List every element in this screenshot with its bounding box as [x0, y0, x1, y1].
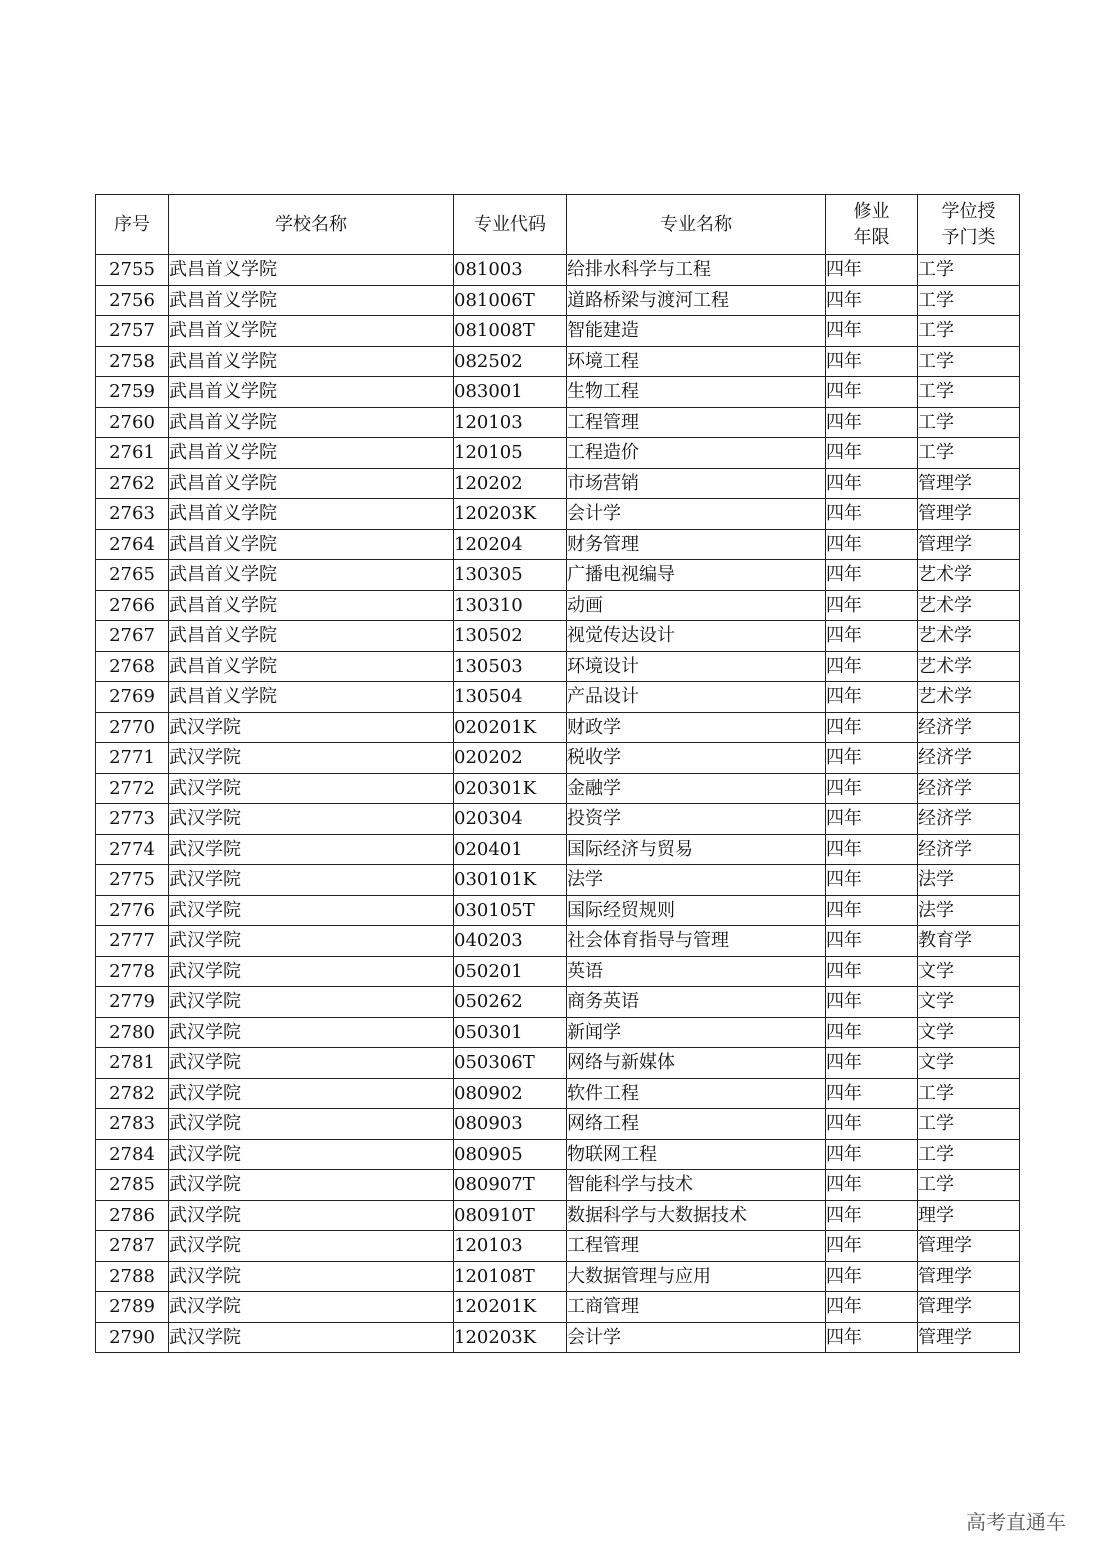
cell-school: 武昌首义学院 [169, 377, 454, 408]
cell-code: 081006T [454, 285, 567, 316]
cell-category: 管理学 [918, 529, 1020, 560]
cell-category: 工学 [918, 1078, 1020, 1109]
cell-no: 2787 [96, 1231, 169, 1262]
cell-no: 2773 [96, 804, 169, 835]
cell-years: 四年 [826, 499, 918, 530]
cell-school: 武昌首义学院 [169, 468, 454, 499]
cell-category: 法学 [918, 895, 1020, 926]
header-school: 学校名称 [169, 195, 454, 255]
cell-school: 武昌首义学院 [169, 590, 454, 621]
cell-school: 武昌首义学院 [169, 438, 454, 469]
cell-category: 工学 [918, 377, 1020, 408]
cell-code: 050262 [454, 987, 567, 1018]
cell-category: 管理学 [918, 468, 1020, 499]
cell-no: 2767 [96, 621, 169, 652]
cell-years: 四年 [826, 316, 918, 347]
table-row [96, 895, 1020, 926]
cell-no: 2768 [96, 651, 169, 682]
cell-school: 武汉学院 [169, 1322, 454, 1353]
cell-code: 030101K [454, 865, 567, 896]
cell-code: 130310 [454, 590, 567, 621]
cell-major: 新闻学 [567, 1017, 826, 1048]
cell-category: 工学 [918, 346, 1020, 377]
table-row [96, 1109, 1020, 1140]
cell-no: 2760 [96, 407, 169, 438]
header-years-line2: 年限 [853, 226, 890, 248]
cell-years: 四年 [826, 438, 918, 469]
cell-code: 040203 [454, 926, 567, 957]
header-code: 专业代码 [454, 195, 567, 255]
cell-category: 工学 [918, 255, 1020, 286]
cell-years: 四年 [826, 1292, 918, 1323]
header-major: 专业名称 [567, 195, 826, 255]
cell-code: 030105T [454, 895, 567, 926]
cell-no: 2775 [96, 865, 169, 896]
cell-no: 2785 [96, 1170, 169, 1201]
cell-years: 四年 [826, 956, 918, 987]
table-row [96, 865, 1020, 896]
cell-school: 武昌首义学院 [169, 316, 454, 347]
cell-years: 四年 [826, 1139, 918, 1170]
cell-years: 四年 [826, 1200, 918, 1231]
cell-school: 武汉学院 [169, 926, 454, 957]
cell-no: 2761 [96, 438, 169, 469]
majors-table [95, 194, 1020, 1353]
cell-code: 080905 [454, 1139, 567, 1170]
table-row [96, 621, 1020, 652]
cell-major: 软件工程 [567, 1078, 826, 1109]
cell-years: 四年 [826, 834, 918, 865]
cell-school: 武汉学院 [169, 1017, 454, 1048]
cell-no: 2770 [96, 712, 169, 743]
cell-major: 会计学 [567, 499, 826, 530]
cell-major: 大数据管理与应用 [567, 1261, 826, 1292]
cell-code: 080903 [454, 1109, 567, 1140]
table-row [96, 1292, 1020, 1323]
cell-major: 网络工程 [567, 1109, 826, 1140]
header-category [918, 195, 1020, 255]
cell-code: 120103 [454, 407, 567, 438]
cell-school: 武昌首义学院 [169, 285, 454, 316]
header-years [826, 195, 918, 255]
cell-code: 050306T [454, 1048, 567, 1079]
cell-code: 120103 [454, 1231, 567, 1262]
cell-major: 商务英语 [567, 987, 826, 1018]
cell-no: 2766 [96, 590, 169, 621]
cell-code: 120105 [454, 438, 567, 469]
cell-major: 给排水科学与工程 [567, 255, 826, 286]
table-row [96, 1048, 1020, 1079]
cell-no: 2772 [96, 773, 169, 804]
cell-major: 财政学 [567, 712, 826, 743]
cell-category: 文学 [918, 1017, 1020, 1048]
table-row [96, 346, 1020, 377]
header-years-line1: 修业 [853, 200, 890, 222]
table-row [96, 407, 1020, 438]
cell-years: 四年 [826, 895, 918, 926]
cell-no: 2783 [96, 1109, 169, 1140]
cell-code: 020301K [454, 773, 567, 804]
cell-code: 080910T [454, 1200, 567, 1231]
cell-years: 四年 [826, 1322, 918, 1353]
cell-category: 文学 [918, 1048, 1020, 1079]
cell-years: 四年 [826, 712, 918, 743]
cell-years: 四年 [826, 865, 918, 896]
cell-code: 120108T [454, 1261, 567, 1292]
cell-category: 工学 [918, 1170, 1020, 1201]
cell-code: 120204 [454, 529, 567, 560]
cell-school: 武汉学院 [169, 1292, 454, 1323]
cell-school: 武汉学院 [169, 1139, 454, 1170]
cell-school: 武汉学院 [169, 1048, 454, 1079]
cell-years: 四年 [826, 1231, 918, 1262]
cell-years: 四年 [826, 804, 918, 835]
cell-school: 武汉学院 [169, 834, 454, 865]
table-row [96, 1078, 1020, 1109]
cell-major: 工商管理 [567, 1292, 826, 1323]
cell-no: 2757 [96, 316, 169, 347]
cell-category: 经济学 [918, 743, 1020, 774]
cell-no: 2780 [96, 1017, 169, 1048]
cell-school: 武昌首义学院 [169, 651, 454, 682]
cell-code: 080902 [454, 1078, 567, 1109]
cell-school: 武汉学院 [169, 1109, 454, 1140]
cell-years: 四年 [826, 255, 918, 286]
cell-years: 四年 [826, 682, 918, 713]
table-row [96, 438, 1020, 469]
cell-major: 产品设计 [567, 682, 826, 713]
cell-school: 武昌首义学院 [169, 560, 454, 591]
cell-code: 081003 [454, 255, 567, 286]
cell-school: 武昌首义学院 [169, 255, 454, 286]
cell-no: 2774 [96, 834, 169, 865]
cell-no: 2776 [96, 895, 169, 926]
cell-school: 武昌首义学院 [169, 407, 454, 438]
cell-no: 2758 [96, 346, 169, 377]
cell-major: 智能科学与技术 [567, 1170, 826, 1201]
cell-no: 2759 [96, 377, 169, 408]
table-row [96, 499, 1020, 530]
cell-category: 经济学 [918, 712, 1020, 743]
cell-no: 2778 [96, 956, 169, 987]
cell-school: 武汉学院 [169, 773, 454, 804]
cell-code: 020201K [454, 712, 567, 743]
cell-code: 130503 [454, 651, 567, 682]
table-row [96, 529, 1020, 560]
cell-major: 道路桥梁与渡河工程 [567, 285, 826, 316]
table-row [96, 285, 1020, 316]
cell-category: 管理学 [918, 1231, 1020, 1262]
cell-major: 环境设计 [567, 651, 826, 682]
cell-years: 四年 [826, 621, 918, 652]
cell-no: 2764 [96, 529, 169, 560]
cell-category: 工学 [918, 1139, 1020, 1170]
cell-major: 广播电视编导 [567, 560, 826, 591]
header-row [96, 195, 1020, 255]
cell-code: 130502 [454, 621, 567, 652]
cell-no: 2790 [96, 1322, 169, 1353]
cell-category: 工学 [918, 316, 1020, 347]
cell-major: 市场营销 [567, 468, 826, 499]
cell-category: 艺术学 [918, 590, 1020, 621]
cell-no: 2756 [96, 285, 169, 316]
cell-school: 武汉学院 [169, 1261, 454, 1292]
cell-school: 武昌首义学院 [169, 346, 454, 377]
cell-no: 2781 [96, 1048, 169, 1079]
cell-years: 四年 [826, 285, 918, 316]
cell-school: 武汉学院 [169, 865, 454, 896]
cell-category: 工学 [918, 285, 1020, 316]
table-row [96, 1170, 1020, 1201]
cell-years: 四年 [826, 1109, 918, 1140]
table-row [96, 926, 1020, 957]
cell-major: 英语 [567, 956, 826, 987]
table-row [96, 651, 1020, 682]
cell-code: 120201K [454, 1292, 567, 1323]
table-row [96, 316, 1020, 347]
cell-code: 120202 [454, 468, 567, 499]
table-row [96, 834, 1020, 865]
table-row [96, 468, 1020, 499]
cell-major: 国际经济与贸易 [567, 834, 826, 865]
cell-code: 130504 [454, 682, 567, 713]
cell-code: 050201 [454, 956, 567, 987]
table-row [96, 743, 1020, 774]
cell-major: 会计学 [567, 1322, 826, 1353]
cell-years: 四年 [826, 1078, 918, 1109]
cell-school: 武汉学院 [169, 712, 454, 743]
cell-major: 财务管理 [567, 529, 826, 560]
table-row [96, 682, 1020, 713]
cell-category: 经济学 [918, 834, 1020, 865]
table-header [96, 195, 1020, 255]
cell-no: 2777 [96, 926, 169, 957]
cell-code: 130305 [454, 560, 567, 591]
cell-category: 管理学 [918, 1261, 1020, 1292]
cell-major: 生物工程 [567, 377, 826, 408]
cell-school: 武汉学院 [169, 743, 454, 774]
cell-category: 经济学 [918, 804, 1020, 835]
table-row [96, 804, 1020, 835]
cell-no: 2771 [96, 743, 169, 774]
table-row [96, 956, 1020, 987]
cell-category: 管理学 [918, 1292, 1020, 1323]
cell-no: 2765 [96, 560, 169, 591]
cell-category: 工学 [918, 407, 1020, 438]
cell-major: 工程造价 [567, 438, 826, 469]
cell-category: 经济学 [918, 773, 1020, 804]
cell-no: 2788 [96, 1261, 169, 1292]
cell-no: 2769 [96, 682, 169, 713]
cell-major: 物联网工程 [567, 1139, 826, 1170]
cell-years: 四年 [826, 987, 918, 1018]
cell-school: 武汉学院 [169, 804, 454, 835]
cell-category: 教育学 [918, 926, 1020, 957]
cell-years: 四年 [826, 743, 918, 774]
cell-years: 四年 [826, 1048, 918, 1079]
table-row [96, 255, 1020, 286]
table-row [96, 712, 1020, 743]
cell-major: 环境工程 [567, 346, 826, 377]
table-row [96, 1017, 1020, 1048]
table-row [96, 560, 1020, 591]
cell-school: 武汉学院 [169, 895, 454, 926]
cell-school: 武汉学院 [169, 1170, 454, 1201]
cell-major: 视觉传达设计 [567, 621, 826, 652]
cell-code: 020202 [454, 743, 567, 774]
cell-major: 智能建造 [567, 316, 826, 347]
cell-years: 四年 [826, 590, 918, 621]
cell-code: 081008T [454, 316, 567, 347]
cell-years: 四年 [826, 651, 918, 682]
cell-major: 数据科学与大数据技术 [567, 1200, 826, 1231]
cell-years: 四年 [826, 346, 918, 377]
cell-years: 四年 [826, 1170, 918, 1201]
cell-years: 四年 [826, 1017, 918, 1048]
cell-no: 2755 [96, 255, 169, 286]
cell-code: 120203K [454, 1322, 567, 1353]
cell-no: 2782 [96, 1078, 169, 1109]
cell-major: 投资学 [567, 804, 826, 835]
cell-code: 120203K [454, 499, 567, 530]
cell-category: 工学 [918, 438, 1020, 469]
cell-no: 2784 [96, 1139, 169, 1170]
table-row [96, 987, 1020, 1018]
cell-category: 管理学 [918, 1322, 1020, 1353]
cell-school: 武昌首义学院 [169, 529, 454, 560]
cell-major: 法学 [567, 865, 826, 896]
cell-code: 082502 [454, 346, 567, 377]
cell-major: 社会体育指导与管理 [567, 926, 826, 957]
cell-code: 050301 [454, 1017, 567, 1048]
cell-years: 四年 [826, 560, 918, 591]
header-no: 序号 [96, 195, 169, 255]
cell-years: 四年 [826, 468, 918, 499]
cell-category: 法学 [918, 865, 1020, 896]
table-row [96, 1261, 1020, 1292]
header-category-line1: 学位授 [941, 200, 996, 222]
cell-category: 工学 [918, 1109, 1020, 1140]
cell-category: 文学 [918, 987, 1020, 1018]
cell-years: 四年 [826, 377, 918, 408]
table-body [96, 255, 1020, 1353]
cell-school: 武汉学院 [169, 1231, 454, 1262]
cell-no: 2762 [96, 468, 169, 499]
table-row [96, 377, 1020, 408]
cell-no: 2789 [96, 1292, 169, 1323]
cell-code: 080907T [454, 1170, 567, 1201]
cell-no: 2779 [96, 987, 169, 1018]
cell-major: 金融学 [567, 773, 826, 804]
cell-major: 国际经贸规则 [567, 895, 826, 926]
cell-code: 020304 [454, 804, 567, 835]
table-row [96, 1139, 1020, 1170]
table-row [96, 1322, 1020, 1353]
cell-years: 四年 [826, 1261, 918, 1292]
cell-school: 武汉学院 [169, 1078, 454, 1109]
cell-no: 2763 [96, 499, 169, 530]
cell-category: 理学 [918, 1200, 1020, 1231]
cell-years: 四年 [826, 407, 918, 438]
cell-category: 艺术学 [918, 621, 1020, 652]
cell-category: 管理学 [918, 499, 1020, 530]
cell-years: 四年 [826, 926, 918, 957]
cell-major: 网络与新媒体 [567, 1048, 826, 1079]
cell-category: 艺术学 [918, 651, 1020, 682]
cell-school: 武昌首义学院 [169, 621, 454, 652]
table-row [96, 1200, 1020, 1231]
cell-code: 083001 [454, 377, 567, 408]
cell-years: 四年 [826, 529, 918, 560]
cell-no: 2786 [96, 1200, 169, 1231]
cell-school: 武汉学院 [169, 956, 454, 987]
cell-school: 武昌首义学院 [169, 682, 454, 713]
table-row [96, 590, 1020, 621]
cell-school: 武汉学院 [169, 1200, 454, 1231]
cell-code: 020401 [454, 834, 567, 865]
cell-category: 艺术学 [918, 560, 1020, 591]
cell-category: 艺术学 [918, 682, 1020, 713]
cell-school: 武昌首义学院 [169, 499, 454, 530]
cell-major: 工程管理 [567, 407, 826, 438]
header-category-line2: 予门类 [941, 226, 996, 248]
table-row [96, 1231, 1020, 1262]
watermark: 高考直通车 [966, 1510, 1066, 1534]
cell-school: 武汉学院 [169, 987, 454, 1018]
table-row [96, 773, 1020, 804]
cell-years: 四年 [826, 773, 918, 804]
cell-major: 工程管理 [567, 1231, 826, 1262]
cell-category: 文学 [918, 956, 1020, 987]
cell-major: 动画 [567, 590, 826, 621]
cell-major: 税收学 [567, 743, 826, 774]
